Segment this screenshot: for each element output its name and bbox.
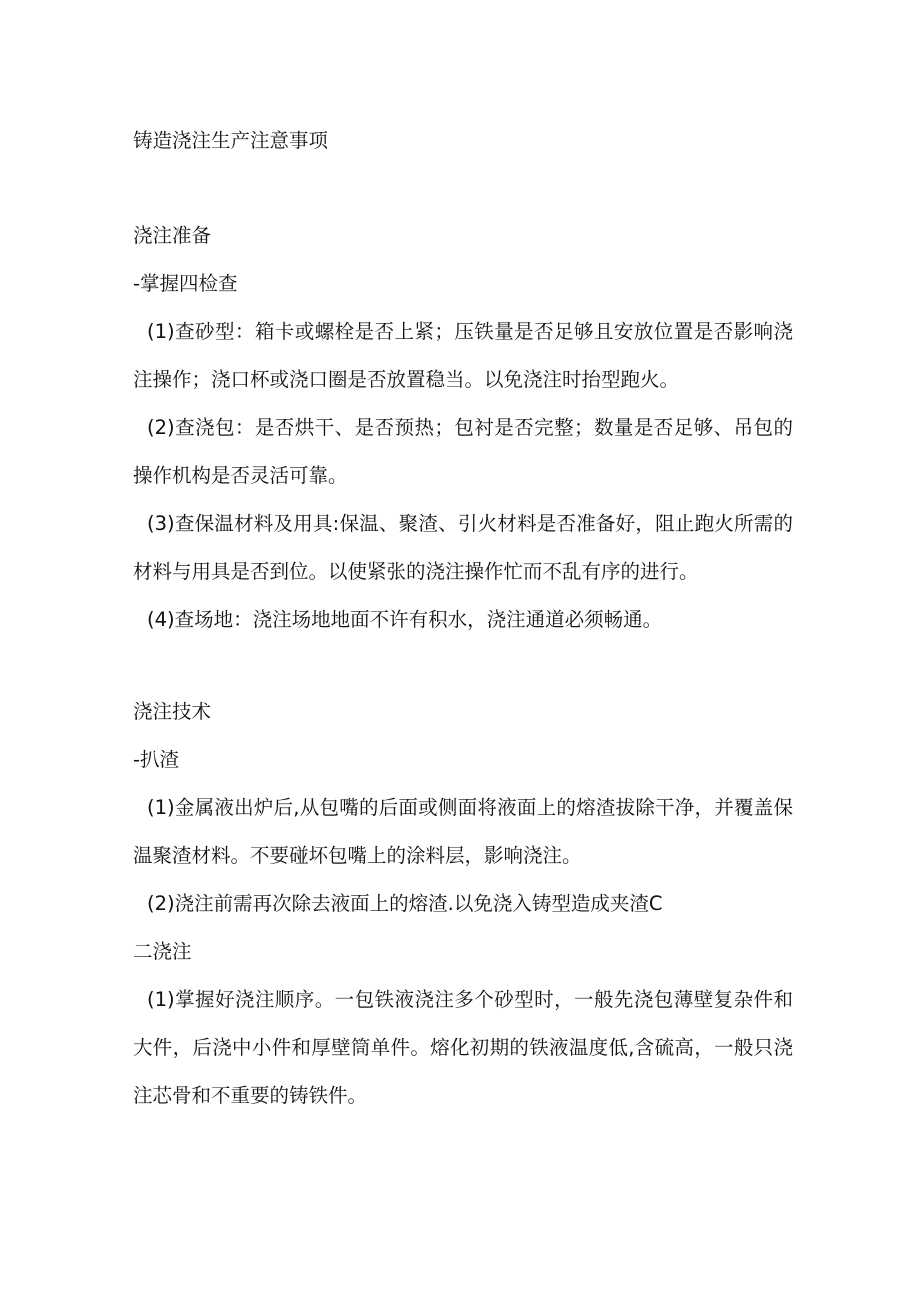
section-heading-preparation: 浇注准备 [133,224,212,247]
paragraph-check-ladle: (2)查浇包：是否烘干、是否预热；包衬是否完整；数量是否足够、吊包的操作机构是否灵活可靠。 [133,416,793,487]
paragraph-check-mold: (1)查砂型：箱卡或螺栓是否上紧；压铁量是否足够且安放位置是否影响浇注操作；浇口杯或浇口圈是否放置稳当。以免浇注时抬型跑火。 [133,320,793,391]
section-heading-technique: 浇注技术 [133,700,212,723]
subheading-pouring: 二浇注 [133,940,192,963]
paragraph-pouring-order: (1)掌握好浇注顺序。一包铁液浇注多个砂型时，一般先浇包薄壁复杂件和大件，后浇中小件和厚壁筒单件。熔化初期的铁液温度低,含硫高，一般只浇注芯骨和不重要的铸铁件。 [133,988,793,1107]
document-body [133,124,793,1120]
paragraph-check-insulation: (3)查保温材料及用具:保温、聚渣、引火材料是否准备好，阻止跑火所需的材料与用具是否到位。以使紧张的浇注操作忙而不乱有序的进行。 [133,512,793,583]
subheading-slag-removal: -扒渣 [133,748,180,771]
paragraph-slag-1: (1)金属液出炉后,从包嘴的后面或侧面将液面上的熔渣拔除干净，并覆盖保温聚渣材料。不要碰坏包嘴上的涂料层，影响浇注。 [133,796,793,867]
subheading-four-checks: -掌握四检查 [133,272,238,295]
document-title: 铸造浇注生产注意事项 [133,129,329,152]
paragraph-check-site: (4)查场地：浇注场地地面不许有积水，浇注通道必须畅通。 [147,608,663,631]
paragraph-slag-2: (2)浇注前需再次除去液面上的熔渣.以免浇入铸型造成夹渣C [147,892,663,915]
